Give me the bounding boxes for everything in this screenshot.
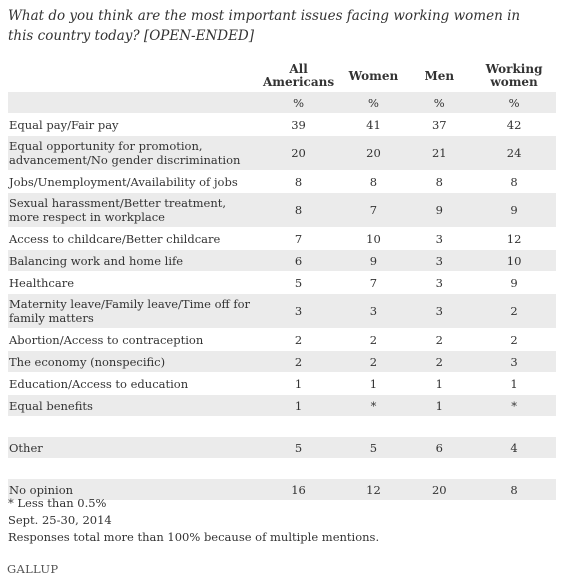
cell-value: 39	[257, 114, 341, 136]
row-label: No opinion	[8, 479, 257, 501]
cell-value: 3	[406, 294, 472, 329]
cell-value: 8	[257, 193, 341, 228]
table-row	[8, 250, 556, 272]
cell-value: 3	[257, 294, 341, 329]
footnote-multiple-mentions: Responses total more than 100% because of multiple mentions.	[8, 530, 380, 544]
cell-value: 1	[257, 395, 341, 417]
cell-value: 9	[341, 250, 407, 272]
row-label: Balancing work and home life	[8, 250, 257, 272]
spacer-row	[8, 459, 556, 480]
cell-value: 42	[472, 114, 556, 136]
row-label: Sexual harassment/Better treatment, more respect in workplace	[8, 193, 257, 228]
row-label: Jobs/Unemployment/Availability of jobs	[8, 171, 257, 193]
cell-value: 1	[257, 373, 341, 395]
cell-value: 41	[341, 114, 407, 136]
table-row	[8, 193, 556, 228]
cell-value: 8	[472, 479, 556, 501]
spacer-row	[8, 417, 556, 438]
row-label: Healthcare	[8, 272, 257, 294]
cell-value: 7	[257, 228, 341, 250]
cell-value: 2	[472, 329, 556, 351]
cell-value: 6	[406, 437, 472, 459]
cell-value: 8	[341, 171, 407, 193]
spacer-cell	[8, 417, 556, 438]
row-label: Education/Access to education	[8, 373, 257, 395]
cell-value: 1	[341, 373, 407, 395]
cell-value: 24	[472, 136, 556, 171]
cell-value: 3	[341, 294, 407, 329]
header-blank	[8, 60, 257, 92]
cell-value: 2	[257, 351, 341, 373]
col-header-men: Men	[424, 68, 455, 83]
cell-value: 3	[406, 250, 472, 272]
footnote-dates: Sept. 25-30, 2014	[8, 513, 112, 527]
cell-value: 8	[257, 171, 341, 193]
unit-cell: %	[341, 92, 407, 114]
table-row	[8, 136, 556, 171]
row-label: Access to childcare/Better childcare	[8, 228, 257, 250]
table-row	[8, 114, 556, 136]
cell-value: 10	[472, 250, 556, 272]
unit-cell: %	[406, 92, 472, 114]
cell-value: 7	[341, 272, 407, 294]
spacer-cell	[8, 459, 556, 480]
header-row	[8, 60, 556, 92]
row-label: Abortion/Access to contraception	[8, 329, 257, 351]
cell-value: 20	[406, 479, 472, 501]
cell-value: 9	[472, 193, 556, 228]
units-blank	[8, 92, 257, 114]
cell-value: 4	[472, 437, 556, 459]
survey-question: What do you think are the most important issues facing working women in this country today? [OPEN-ENDED]	[8, 8, 521, 44]
cell-value: 12	[341, 479, 407, 501]
cell-value: 21	[406, 136, 472, 171]
table-row	[8, 171, 556, 193]
cell-value: 1	[406, 395, 472, 417]
cell-value: 1	[472, 373, 556, 395]
row-label: Equal benefits	[8, 395, 257, 417]
table-row	[8, 329, 556, 351]
cell-value: 2	[406, 351, 472, 373]
cell-value: 3	[472, 351, 556, 373]
cell-value: 9	[472, 272, 556, 294]
footnote-asterisk: * Less than 0.5%	[8, 496, 107, 510]
table-row	[8, 395, 556, 417]
cell-value: 16	[257, 479, 341, 501]
cell-value: 2	[341, 351, 407, 373]
col-header-women: Women	[348, 68, 399, 83]
cell-value: 3	[406, 272, 472, 294]
cell-value: 2	[257, 329, 341, 351]
cell-value: 3	[406, 228, 472, 250]
cell-value: *	[472, 395, 556, 417]
results-table	[8, 60, 556, 501]
row-label: The economy (nonspecific)	[8, 351, 257, 373]
cell-value: 6	[257, 250, 341, 272]
cell-value: 9	[406, 193, 472, 228]
table-row	[8, 373, 556, 395]
cell-value: 8	[472, 171, 556, 193]
footnotes	[8, 495, 379, 546]
row-label: Maternity leave/Family leave/Time off for family matters	[8, 294, 257, 329]
cell-value: 12	[472, 228, 556, 250]
cell-value: 1	[406, 373, 472, 395]
cell-value: 20	[341, 136, 407, 171]
units-row	[8, 92, 556, 114]
cell-value: 2	[406, 329, 472, 351]
cell-value: 2	[472, 294, 556, 329]
row-label: Equal pay/Fair pay	[8, 114, 257, 136]
table-row	[8, 351, 556, 373]
cell-value: 10	[341, 228, 407, 250]
cell-value: 7	[341, 193, 407, 228]
row-label: Equal opportunity for promotion, advancement/No gender discrimination	[8, 136, 257, 171]
cell-value: *	[341, 395, 407, 417]
cell-value: 20	[257, 136, 341, 171]
unit-cell: %	[257, 92, 341, 114]
cell-value: 5	[257, 437, 341, 459]
cell-value: 8	[406, 171, 472, 193]
row-label: Other	[8, 437, 257, 459]
table-row	[8, 272, 556, 294]
gallup-logo: GALLUP	[7, 562, 59, 576]
col-header-all-americans: All Americans	[263, 62, 335, 89]
unit-cell: %	[472, 92, 556, 114]
cell-value: 37	[406, 114, 472, 136]
table-row	[8, 294, 556, 329]
cell-value: 5	[341, 437, 407, 459]
col-header-working-women: Working women	[485, 62, 543, 89]
table-row	[8, 437, 556, 459]
cell-value: 5	[257, 272, 341, 294]
table-row	[8, 228, 556, 250]
cell-value: 2	[341, 329, 407, 351]
